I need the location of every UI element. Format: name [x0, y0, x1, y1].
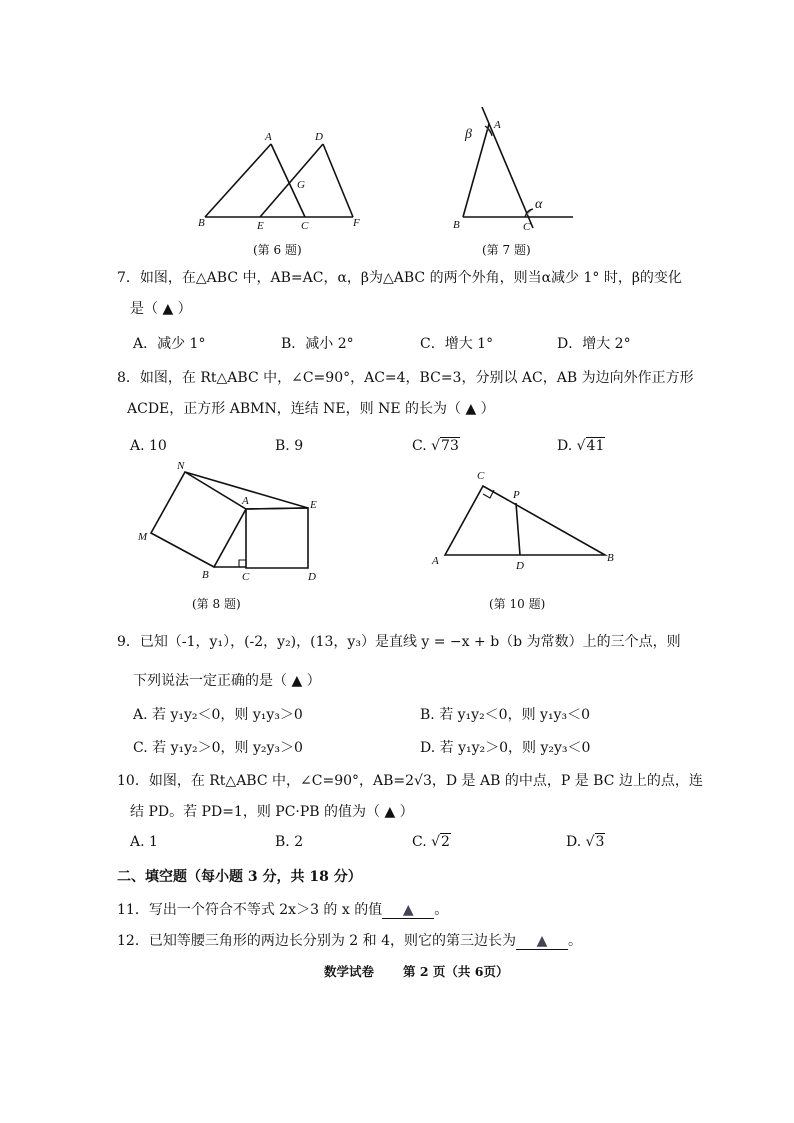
q11-text: 11．写出一个符合不等式 2x＞3 的 x 的值: [117, 902, 383, 918]
q9-line1: 9．已知（-1，y₁），(-2，y₂)，(13，y₃）是直线 y = −x + b（b 为常数）上的三个点，则: [117, 634, 681, 650]
q10-option-c: [412, 834, 451, 850]
fig6-label-C: C: [301, 220, 309, 230]
figure-8: [130, 455, 330, 585]
fig7-label-alpha: α: [535, 197, 543, 212]
q12-period: 。: [567, 933, 582, 949]
fig7-label-B: B: [453, 219, 460, 231]
q9-option-d: D. 若 y₁y₂＞0，则 y₂y₃＜0: [420, 740, 591, 756]
q10-line2: 结 PD。若 PD=1，则 PC·PB 的值为（ ▲ ）: [130, 804, 414, 820]
q8-option-c-prefix: C. √: [412, 438, 441, 454]
q11-period: 。: [434, 902, 449, 918]
q8-line1: 8．如图，在 Rt△ABC 中，∠C=90°，AC=4，BC=3，分别以 AC，AB 为边向外作正方形: [117, 370, 694, 386]
fig10-label-A: A: [432, 555, 439, 567]
fig8-label-M: M: [138, 531, 148, 543]
q7-option-b: B．减小 2°: [281, 336, 354, 352]
q10-option-c-radicand: 2: [441, 834, 450, 850]
q12: [117, 930, 582, 950]
q10-line1: 10．如图，在 Rt△ABC 中，∠C=90°，AB=2√3，D 是 AB 的中点，P 是 BC 边上的点，连: [117, 773, 703, 789]
fig8-label-C: C: [242, 571, 250, 583]
fig10-caption: (第 10 题): [489, 597, 546, 611]
q8-option-c: [412, 438, 460, 454]
fig8-label-D: D: [308, 571, 316, 583]
footer-subject: 数学试卷: [324, 964, 375, 979]
fig6-label-D: D: [315, 131, 323, 143]
q12-text: 12．已知等腰三角形的两边长分别为 2 和 4，则它的第三边长为: [117, 933, 516, 949]
q9-option-a: A. 若 y₁y₂＜0，则 y₁y₃＞0: [133, 707, 303, 723]
q9-option-c: C. 若 y₁y₂＞0，则 y₂y₃＞0: [133, 740, 303, 756]
footer-page: 第 2 页（共 6页）: [403, 964, 509, 979]
figure-7: [445, 100, 580, 235]
q7-option-a: A．减少 1°: [133, 336, 206, 352]
q8-option-b: B. 9: [275, 438, 304, 454]
q10-option-d: [566, 834, 605, 850]
q10-option-b: B. 2: [275, 834, 304, 850]
fig7-caption: (第 7 题): [482, 243, 531, 257]
fig7-label-C: C: [523, 221, 531, 233]
q12-answer-blank[interactable]: ▲: [516, 933, 568, 950]
fig8-label-N: N: [177, 460, 185, 472]
q10-option-c-prefix: C. √: [412, 834, 441, 850]
fig10-label-P: P: [513, 489, 520, 501]
figure-6: [195, 125, 370, 230]
q8-option-c-radicand: 73: [441, 438, 459, 454]
q9-line2: 下列说法一定正确的是（ ▲ ）: [133, 673, 321, 689]
q8-option-d: [557, 438, 605, 454]
q11-answer-blank[interactable]: ▲: [382, 902, 434, 919]
q8-option-d-prefix: D. √: [557, 438, 586, 454]
fig8-caption: (第 8 题): [192, 597, 241, 611]
fig8-label-E: E: [310, 499, 317, 511]
q8-option-a: A. 10: [130, 438, 167, 454]
fig6-caption: (第 6 题): [253, 243, 302, 257]
fig10-label-B: B: [607, 552, 614, 564]
figure-10: [425, 463, 625, 578]
q7-line2: 是（ ▲ ）: [130, 301, 192, 317]
q9-option-b: B. 若 y₁y₂＜0，则 y₁y₃＜0: [420, 707, 590, 723]
fig6-label-G: G: [297, 179, 305, 191]
q8-line2: ACDE，正方形 ABMN，连结 NE，则 NE 的长为（ ▲ ）: [127, 401, 495, 417]
fig6-label-F: F: [353, 217, 360, 229]
section2-title: 二、填空题（每小题 3 分，共 18 分）: [117, 869, 362, 885]
q10-option-d-prefix: D. √: [566, 834, 595, 850]
fig6-label-A: A: [265, 131, 272, 143]
q11: [117, 899, 448, 919]
fig8-label-B: B: [202, 569, 209, 581]
q10-option-d-radicand: 3: [595, 834, 605, 850]
q7-option-c: C．增大 1°: [420, 336, 494, 352]
q7-line1: 7．如图，在△ABC 中，AB=AC，α，β为△ABC 的两个外角，则当α减少 1° 时，β的变化: [117, 270, 682, 286]
fig6-label-E: E: [257, 220, 264, 230]
fig8-label-A: A: [242, 495, 249, 507]
fig10-label-D: D: [516, 560, 524, 572]
fig10-label-C: C: [477, 470, 485, 482]
q7-option-d: D．增大 2°: [557, 336, 631, 352]
fig7-label-beta: β: [465, 127, 472, 142]
q8-option-d-radicand: 41: [586, 438, 605, 454]
q10-option-a: A. 1: [130, 834, 158, 850]
fig7-label-A: A: [494, 119, 501, 131]
fig6-label-B: B: [198, 217, 205, 229]
